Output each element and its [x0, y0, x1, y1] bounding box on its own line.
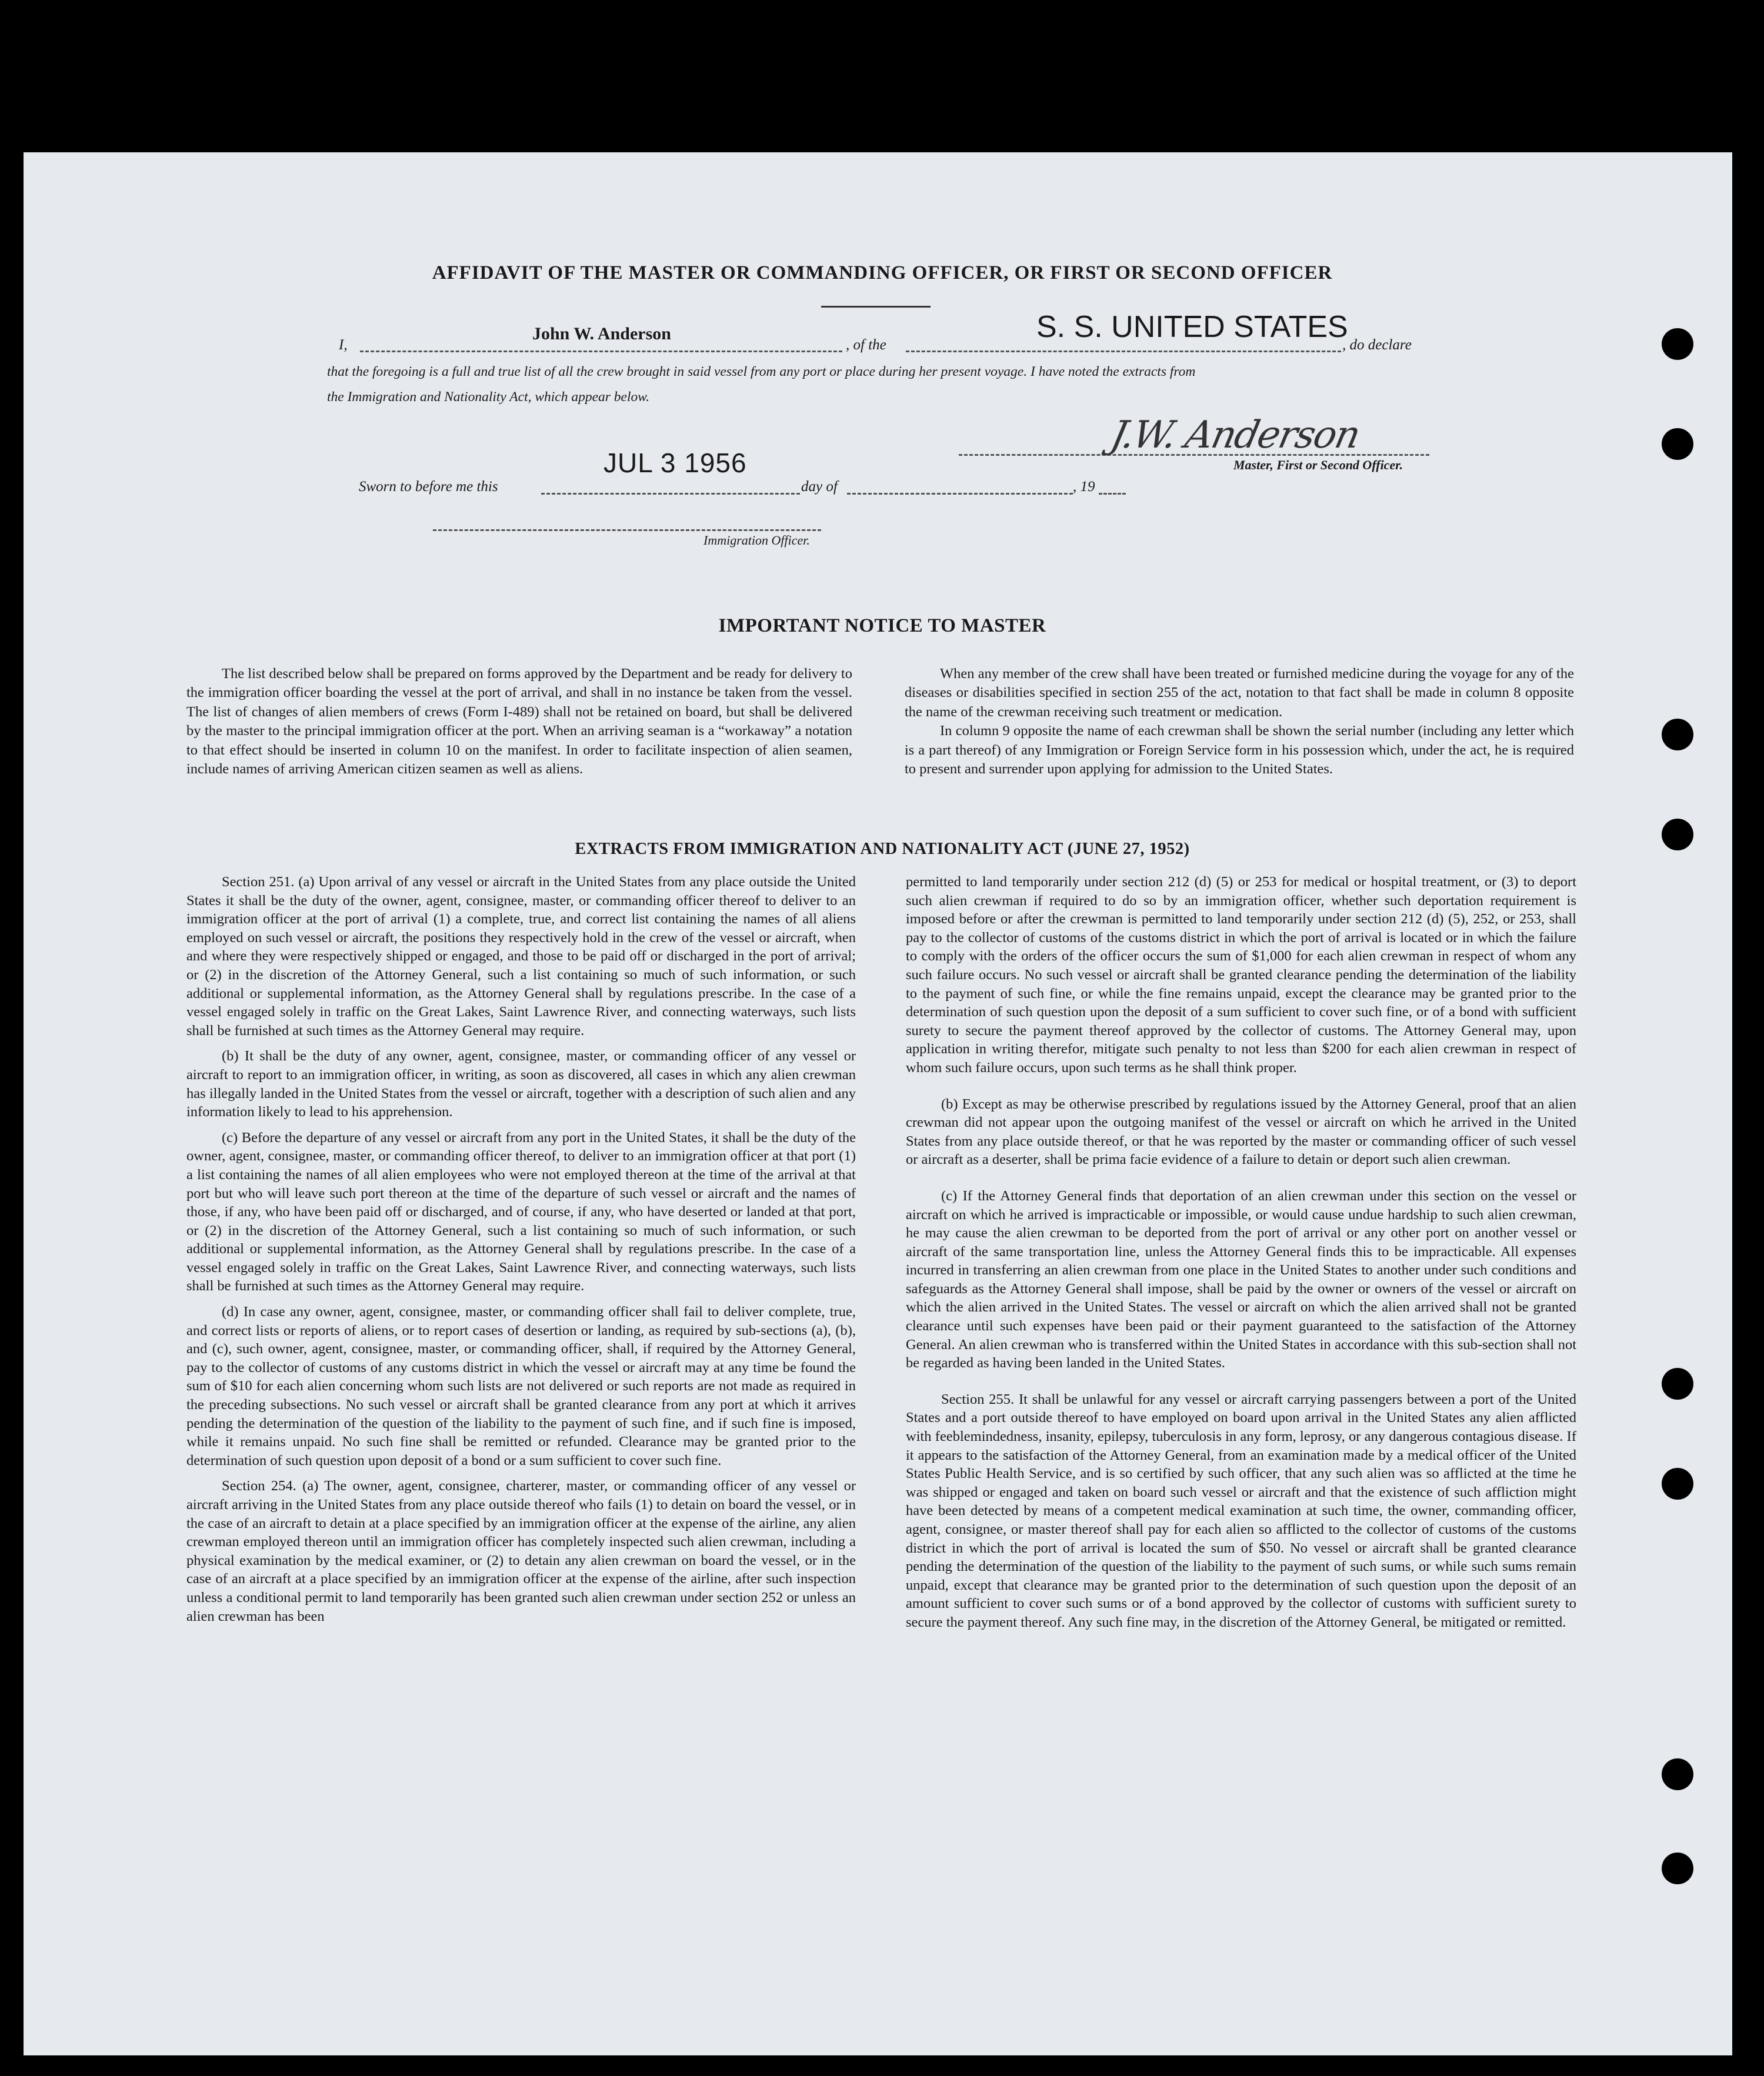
month-line: [847, 493, 1073, 495]
punch-hole: [1662, 1468, 1693, 1500]
extract-paragraph: (c) If the Attorney General finds that deportation of an alien crewman under this section on the vessel or aircraft on which he arrived is impracticable or impossible, or would cause undue hardship to such alien crewman, he may cause the alien crewman to be deported from the port of arrival or any other port on another vessel or aircraft of the same transportation line, unless the Attorney General finds this to be impracticable. All expenses incurred in transferring an alien crewman from one place in the United States to another under such conditions and safeguards as the Attorney General shall impose, shall be paid by the owner or owners of the vessel or aircraft on which the alien arrived in the United States. The vessel or aircraft on which the alien arrived shall not be granted clearance until such expenses have been paid or their payment guaranteed to the satisfaction of the Attorney General. An alien crewman who is transferred within the United States in accordance with this sub-section shall not be regarded as having been landed in the United States.: [906, 1187, 1576, 1371]
punch-hole: [1662, 719, 1693, 750]
master-name: John W. Anderson: [532, 324, 671, 343]
master-signature: J.W. Anderson: [1107, 413, 1363, 457]
punch-hole: [1662, 428, 1693, 460]
immigration-officer-line: [433, 529, 821, 531]
day-of-label: day of: [801, 479, 838, 495]
extract-paragraph: (b) It shall be the duty of any owner, agent, consignee, master, or commanding officer of any vessel or aircraft to report to an immigration officer, in writing, as soon as discovered, all cases in which any alien crewman has illegally landed in the United States from the vessel or aircraft, together with a description of such alien and any information likely to lead to his apprehension.: [186, 1048, 856, 1120]
extracts-right-column: [906, 873, 1576, 1639]
extract-paragraph: (d) In case any owner, agent, consignee, master, or commanding officer shall fail to deliver complete, true, and correct lists or reports of aliens, or to report cases of desertion or landing, as required by sub-sections (a), (b), and (c), such owner, agent, consignee, master, or commanding officer, shall, if required by the Attorney General, pay to the collector of customs of any customs district in which the vessel or aircraft may at any time be found the sum of $10 for each alien concerning whom such lists are not delivered or such reports are not made as required in the preceding subsections. No such vessel or aircraft shall be granted clearance from any port at which it arrives pending the determination of the question of the liability to the payment of such fine, and if such fine is imposed, while it remains unpaid. No such fine shall be remitted or refunded. Clearance may be granted prior to the determination of such question upon deposit of a bond or a sum sufficient to cover such fine.: [186, 1304, 856, 1468]
extract-paragraph: Section 254. (a) The owner, agent, consignee, charterer, master, or commanding officer of any vessel or aircraft arriving in the United States from any place outside thereof who fails (1) to detain on board the vessel, or in the case of an aircraft to detain at a place specified by an immigration officer at the expense of the airline, any alien crewman employed thereon until an immigration officer has completely inspected such alien crewman, including a physical examination by the medical examiner, or (2) to detain any alien crewman on board the vessel, or in the case of an aircraft at a place specified by an immigration officer at the expense of the airline, after such inspection unless a conditional permit to land temporarily has been granted such alien crewman under section 252 or unless an alien crewman has been: [186, 1478, 856, 1624]
sworn-label: Sworn to before me this: [359, 479, 498, 495]
declare-label: , do declare: [1342, 337, 1412, 353]
notice-left-paragraph: The list described below shall be prepared on forms approved by the Department and be ready for delivery to the immigration officer boarding the vessel at the port of arrival, and shall in no instance be taken from the vessel. The list of changes of alien members of crews (Form I-489) shall not be retained on board, but shall be delivered by the master to the principal immigration officer at the port. When an arriving seaman is a “workaway” a notation to that effect should be inserted in column 10 on the manifest. In order to facilitate inspection of alien seamen, include names of arriving American citizen seamen as well as aliens.: [186, 666, 852, 777]
extract-paragraph: (c) Before the departure of any vessel or aircraft from any port in the United States, it shall be the duty of the owner, agent, consignee, master, or commanding officer thereof, to deliver to an immigration officer at that port (1) a list containing the names of all alien employees who were not employed thereon at the time of the arrival at that port but who will leave such port thereon at the time of the departure of such vessel or aircraft and the names of those, if any, who have been paid off or discharged, and of course, if any, who have deserted or landed at that port, or (2) in the discretion of the Attorney General, such a list containing so much of such information, or such additional or supplemental information, as the Attorney General shall by regulations prescribe. In the case of a vessel engaged solely in traffic on the Great Lakes, Saint Lawrence River, and connecting waterways, such lists shall be furnished at such times as the Attorney General may require.: [186, 1129, 856, 1294]
affidavit-text-1: that the foregoing is a full and true list of all the crew brought in said vessel from any port or place during her present voyage. I have noted the extracts from: [327, 364, 1196, 379]
notice-left-column: [186, 665, 852, 779]
master-caption: Master, First or Second Officer.: [1233, 458, 1403, 472]
extract-paragraph: Section 251. (a) Upon arrival of any vessel or aircraft in the United States from any place outside the United States it shall be the duty of the owner, agent, consignee, master, or commanding officer thereof to deliver to an immigration officer at the port of arrival (1) a complete, true, and correct list containing the names of all aliens employed on such vessel or aircraft, the positions they respectively hold in the crew of the vessel or aircraft, when and where they were respectively shipped or engaged, and those to be paid off or discharged in the port of arrival; or (2) in the discretion of the Attorney General, such a list containing so much of such information, or such additional or supplemental information, as the Attorney General shall by regulations prescribe. In the case of a vessel engaged solely in traffic on the Great Lakes, Saint Lawrence River, and connecting waterways, such lists shall be furnished at such times as the Attorney General may require.: [186, 874, 856, 1039]
vessel-name: S. S. UNITED STATES: [1036, 310, 1348, 344]
affidavit-text-2: the Immigration and Nationality Act, which appear below.: [327, 389, 650, 405]
extracts-left-column: [186, 873, 856, 1633]
affidavit-heading: AFFIDAVIT OF THE MASTER OR COMMANDING OFFICER, OR FIRST OR SECOND OFFICER: [432, 262, 1333, 283]
year-line: [1099, 493, 1126, 495]
punch-hole: [1662, 819, 1693, 850]
year-label: , 19: [1073, 479, 1095, 495]
name-line: [360, 351, 842, 352]
extracts-heading: EXTRACTS FROM IMMIGRATION AND NATIONALITY ACT (JUNE 27, 1952): [575, 840, 1190, 858]
extract-paragraph: permitted to land temporarily under section 212 (d) (5) or 253 for medical or hospital treatment, or (3) to deport such alien crewman if required to do so by an immigration officer, whether such deportation requirement is imposed before or after the crewman is permitted to land temporarily under section 212 (d) (5), 252, or 253, shall pay to the collector of customs of the customs district in which the port of arrival is located or in which the failure to comply with the orders of the officer occurs the sum of $1,000 for each alien crewman in respect of whom any such failure occurs. No such vessel or aircraft shall be granted clearance pending the determination of the liability to the payment of such fine, or while the fine remains unpaid, except the clearance may be granted prior to the determination of such question upon the deposit of a sum sufficient to cover such fine, or of a bond with sufficient surety to secure the payment thereof approved by the collector of customs. The Attorney General may, upon application in writing therefor, mitigate such penalty to not less than $200 for each alien crewman in respect of whom such failure occurs, upon such terms as he shall think proper.: [906, 874, 1576, 1076]
heading-rule: [821, 306, 931, 308]
punch-hole: [1662, 328, 1693, 360]
punch-hole: [1662, 1758, 1693, 1790]
punch-hole: [1662, 1853, 1693, 1884]
sworn-date-stamp: JUL 3 1956: [603, 448, 747, 478]
notice-right-column: [905, 665, 1574, 779]
i-label: I,: [339, 337, 348, 353]
of-the-label: , of the: [846, 337, 886, 353]
sworn-date-line: [541, 493, 800, 495]
notice-right-paragraph-1: When any member of the crew shall have been treated or furnished medicine during the voyage for any of the diseases or disabilities specified in section 255 of the act, notation to that fact shall be made in column 8 opposite the name of the crewman receiving such treatment or medication.: [905, 666, 1574, 720]
notice-heading: IMPORTANT NOTICE TO MASTER: [718, 615, 1046, 636]
vessel-line: [906, 351, 1341, 352]
punch-hole: [1662, 1368, 1693, 1400]
immigration-caption: Immigration Officer.: [703, 533, 810, 548]
notice-right-paragraph-2: In column 9 opposite the name of each crewman shall be shown the serial number (including any letter which is a part thereof) of any Immigration or Foreign Service form in his possession which, under the act, he is required to present and surrender upon applying for admission to the United States.: [905, 723, 1574, 777]
extract-paragraph: (b) Except as may be otherwise prescribed by regulations issued by the Attorney General, proof that an alien crewman did not appear upon the outgoing manifest of the vessel or aircraft on which he arrived in the United States from any place outside thereof, or that he was reported by the master or commanding officer of such vessel or aircraft as a deserter, shall be prima facie evidence of a failure to detain or deport such alien crewman.: [906, 1096, 1576, 1168]
extract-paragraph: Section 255. It shall be unlawful for any vessel or aircraft carrying passengers between a port of the United States and a port outside thereof to have employed on board upon arrival in the United States any alien afflicted with feeblemindedness, insanity, epilepsy, tuberculosis in any form, leprosy, or any dangerous contagious disease. If it appears to the satisfaction of the Attorney General, from an examination made by a medical officer of the United States Public Health Service, and is so certified by such officer, that any such alien was so afflicted at the time he was shipped or engaged and taken on board such vessel or aircraft and that the existence of such affliction might have been detected by means of a competent medical examination at such time, the owner, commanding officer, agent, consignee, or master thereof shall pay for each alien so afflicted to the collector of customs of the customs district in which the port of arrival is located the sum of $50. No vessel or aircraft shall be granted clearance pending the determination of the question of the liability to the payment of such sums, or while such sums remain unpaid, except that clearance may be granted prior to the determination of such question upon the deposit of an amount sufficient to cover such sums or of a bond approved by the collector of customs with sufficient surety to secure the payment thereof. Any such fine may, in the discretion of the Attorney General, be mitigated or remitted.: [906, 1391, 1576, 1630]
